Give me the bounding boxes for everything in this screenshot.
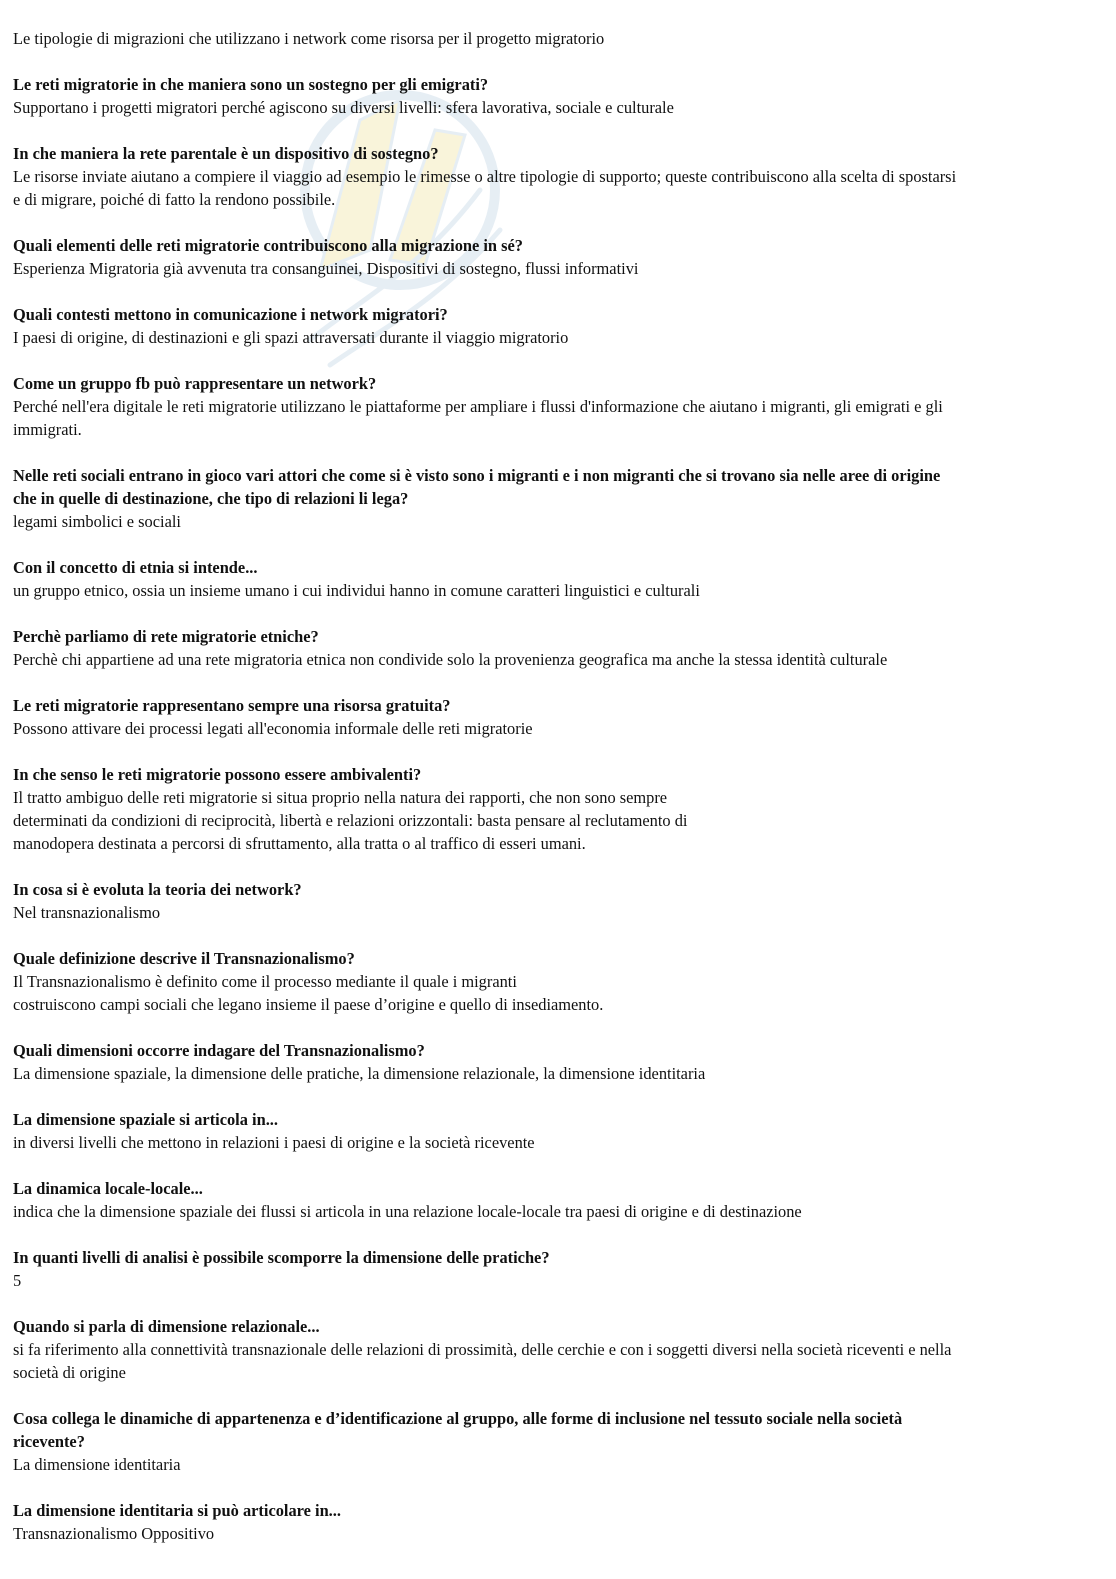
- answer-line: La dimensione identitaria: [13, 1455, 181, 1474]
- question-line: Quali contesti mettono in comunicazione i network migratori?: [13, 305, 448, 324]
- answer: [13, 395, 1093, 441]
- question: [13, 625, 1093, 648]
- question-line: In cosa si è evoluta la teoria dei network?: [13, 880, 302, 899]
- qa-item: [13, 947, 1093, 1016]
- document-intro: Le tipologie di migrazioni che utilizzano i network come risorsa per il progetto migratorio: [13, 29, 605, 48]
- answer-line: società di origine: [13, 1363, 126, 1382]
- answer: [13, 96, 1093, 119]
- question: [13, 1499, 1093, 1522]
- answer-line: costruiscono campi sociali che legano insieme il paese d’origine e quello di insediamento.: [13, 995, 604, 1014]
- question: [13, 878, 1093, 901]
- qa-item: [13, 1315, 1093, 1384]
- question-line: In che maniera la rete parentale è un dispositivo di sostegno?: [13, 144, 439, 163]
- answer-line: immigrati.: [13, 420, 82, 439]
- question: [13, 1407, 1093, 1453]
- question-line: Le reti migratorie in che maniera sono un sostegno per gli emigrati?: [13, 75, 489, 94]
- question: [13, 1039, 1093, 1062]
- question-line: In quanti livelli di analisi è possibile scomporre la dimensione delle pratiche?: [13, 1248, 550, 1267]
- answer: [13, 579, 1093, 602]
- question: [13, 73, 1093, 96]
- answer: [13, 510, 1093, 533]
- answer-line: Perché nell'era digitale le reti migratorie utilizzano le piattaforme per ampliare i flussi d'informazione che aiutano i migranti, gli emigrati e gli: [13, 397, 943, 416]
- question-line: Nelle reti sociali entrano in gioco vari attori che come si è visto sono i migranti e i non migranti che si trovano sia nelle aree di origine: [13, 466, 941, 485]
- question: [13, 763, 1093, 786]
- question: [13, 1315, 1093, 1338]
- answer: [13, 165, 1093, 211]
- question-line: Come un gruppo fb può rappresentare un network?: [13, 374, 377, 393]
- answer-line: determinati da condizioni di reciprocità, libertà e relazioni orizzontali: basta pensare al reclutamento di: [13, 811, 688, 830]
- qa-item: [13, 1108, 1093, 1154]
- answer-line: La dimensione spaziale, la dimensione delle pratiche, la dimensione relazionale, la dimensione identitaria: [13, 1064, 706, 1083]
- answer-line: Nel transnazionalismo: [13, 903, 161, 922]
- answer-line: I paesi di origine, di destinazioni e gli spazi attraversati durante il viaggio migratorio: [13, 328, 569, 347]
- question-line: Quando si parla di dimensione relazionale...: [13, 1317, 320, 1336]
- question-line: Con il concetto di etnia si intende...: [13, 558, 258, 577]
- question: [13, 464, 1093, 510]
- answer: [13, 786, 1093, 855]
- question-line: Quali dimensioni occorre indagare del Transnazionalismo?: [13, 1041, 425, 1060]
- answer-line: Perchè chi appartiene ad una rete migratoria etnica non condivide solo la provenienza geografica ma anche la stessa identità culturale: [13, 650, 888, 669]
- qa-item: [13, 625, 1093, 671]
- question: [13, 234, 1093, 257]
- answer-line: Possono attivare dei processi legati all'economia informale delle reti migratorie: [13, 719, 533, 738]
- question-line: Cosa collega le dinamiche di appartenenza e d’identificazione al gruppo, alle forme di inclusione nel tessuto sociale nella società: [13, 1409, 903, 1428]
- answer-line: Il Transnazionalismo è definito come il processo mediante il quale i migranti: [13, 972, 517, 991]
- answer-line: legami simbolici e sociali: [13, 512, 181, 531]
- qa-list: [13, 73, 1093, 1545]
- qa-item: [13, 464, 1093, 533]
- question-line: In che senso le reti migratorie possono essere ambivalenti?: [13, 765, 422, 784]
- question: [13, 303, 1093, 326]
- answer: [13, 1062, 1093, 1085]
- answer: [13, 326, 1093, 349]
- qa-item: [13, 1499, 1093, 1545]
- qa-item: [13, 73, 1093, 119]
- qa-item: [13, 142, 1093, 211]
- question-line: Perchè parliamo di rete migratorie etniche?: [13, 627, 319, 646]
- question: [13, 694, 1093, 717]
- question: [13, 1246, 1093, 1269]
- answer-line: Il tratto ambiguo delle reti migratorie si situa proprio nella natura dei rapporti, che non sono sempre: [13, 788, 668, 807]
- qa-item: [13, 372, 1093, 441]
- question-line: ricevente?: [13, 1432, 85, 1451]
- question-line: che in quelle di destinazione, che tipo di relazioni li lega?: [13, 489, 409, 508]
- answer-line: e di migrare, poiché di fatto la rendono possibile.: [13, 190, 336, 209]
- question-line: Le reti migratorie rappresentano sempre una risorsa gratuita?: [13, 696, 451, 715]
- question: [13, 142, 1093, 165]
- question-line: La dimensione spaziale si articola in...: [13, 1110, 278, 1129]
- question-line: Quali elementi delle reti migratorie contribuiscono alla migrazione in sé?: [13, 236, 523, 255]
- qa-item: [13, 1039, 1093, 1085]
- answer: [13, 1338, 1093, 1384]
- answer: [13, 901, 1093, 924]
- qa-item: [13, 234, 1093, 280]
- answer-line: Le risorse inviate aiutano a compiere il viaggio ad esempio le rimesse o altre tipologie di supporto; queste contribuiscono alla scelta di spostarsi: [13, 167, 957, 186]
- answer: [13, 1269, 1093, 1292]
- answer: [13, 1200, 1093, 1223]
- qa-item: [13, 694, 1093, 740]
- question: [13, 556, 1093, 579]
- qa-item: [13, 1407, 1093, 1476]
- qa-item: [13, 878, 1093, 924]
- answer-line: manodopera destinata a percorsi di sfruttamento, alla tratta o al traffico di esseri umani.: [13, 834, 586, 853]
- question: [13, 1108, 1093, 1131]
- answer: [13, 1453, 1093, 1476]
- question: [13, 372, 1093, 395]
- answer-line: si fa riferimento alla connettività transnazionale delle relazioni di prossimità, delle cerchie e con i soggetti diversi nella società riceventi e nella: [13, 1340, 952, 1359]
- qa-item: [13, 763, 1093, 855]
- answer-line: Esperienza Migratoria già avvenuta tra consanguinei, Dispositivi di sostegno, flussi informativi: [13, 259, 639, 278]
- question-line: Quale definizione descrive il Transnazionalismo?: [13, 949, 355, 968]
- qa-item: [13, 556, 1093, 602]
- qa-item: [13, 1246, 1093, 1292]
- answer-line: Supportano i progetti migratori perché agiscono su diversi livelli: sfera lavorativa, sociale e culturale: [13, 98, 674, 117]
- answer-line: 5: [13, 1271, 22, 1290]
- answer: [13, 1131, 1093, 1154]
- question-line: La dinamica locale-locale...: [13, 1179, 203, 1198]
- document-page: [13, 27, 1093, 1568]
- question: [13, 947, 1093, 970]
- answer-line: indica che la dimensione spaziale dei flussi si articola in una relazione locale-locale tra paesi di origine e di destinazione: [13, 1202, 802, 1221]
- qa-item: [13, 1177, 1093, 1223]
- answer: [13, 257, 1093, 280]
- answer-line: Transnazionalismo Oppositivo: [13, 1524, 215, 1543]
- answer: [13, 717, 1093, 740]
- answer: [13, 648, 1093, 671]
- qa-item: [13, 303, 1093, 349]
- answer: [13, 970, 1093, 1016]
- answer-line: un gruppo etnico, ossia un insieme umano i cui individui hanno in comune caratteri linguistici e culturali: [13, 581, 700, 600]
- answer: [13, 1522, 1093, 1545]
- question-line: La dimensione identitaria si può articolare in...: [13, 1501, 341, 1520]
- answer-line: in diversi livelli che mettono in relazioni i paesi di origine e la società ricevente: [13, 1133, 535, 1152]
- question: [13, 1177, 1093, 1200]
